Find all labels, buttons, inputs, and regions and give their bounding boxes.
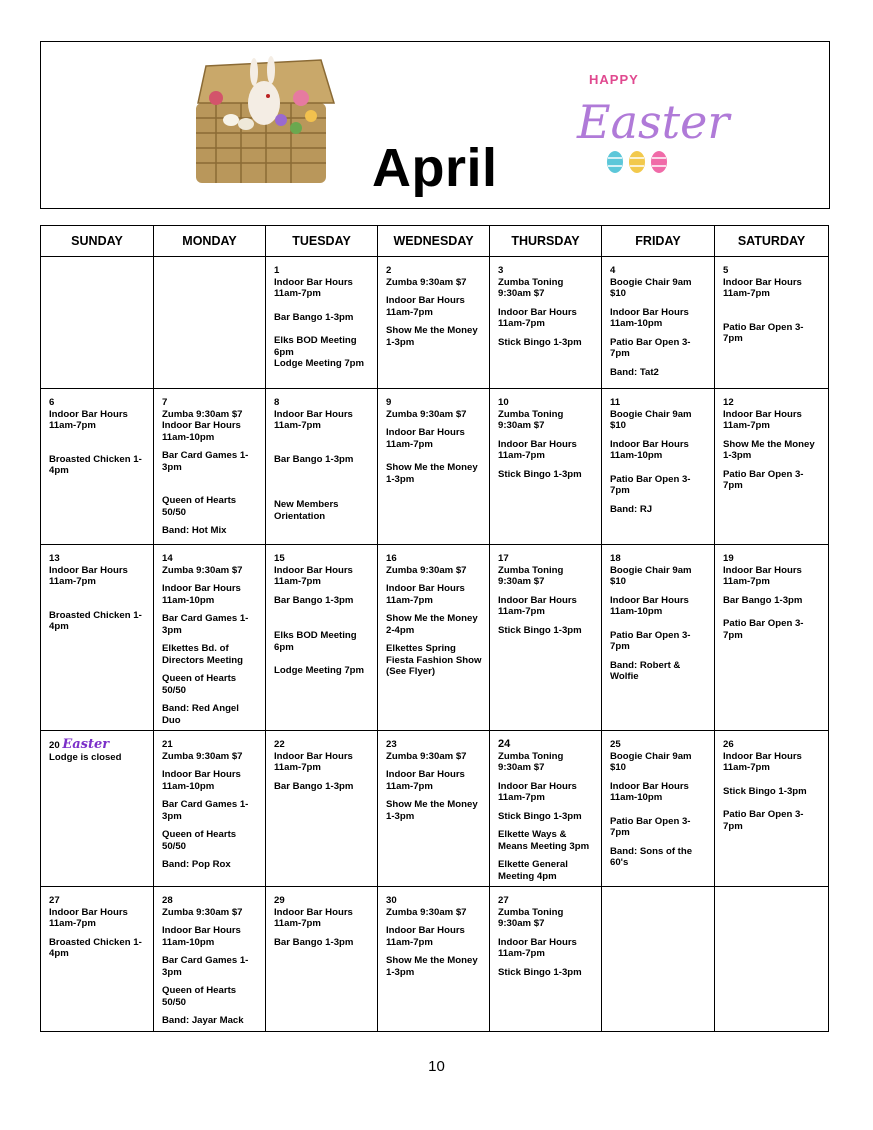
event: Bar Card Games 1-3pm <box>162 799 249 822</box>
event: Indoor Bar Hours 11am-7pm <box>274 564 353 587</box>
event: Indoor Bar Hours 11am-7pm <box>498 936 577 959</box>
event: Broasted Chicken 1-4pm <box>49 609 142 632</box>
day-number: 21 <box>162 739 173 750</box>
event: Boogie Chair 9am $10 <box>610 750 692 773</box>
day-cell <box>266 257 378 389</box>
event: Zumba 9:30am $7 <box>162 906 243 918</box>
day-number: 19 <box>723 553 734 564</box>
day-cell <box>715 731 829 887</box>
event: Zumba 9:30am $7 <box>386 564 467 576</box>
event: Indoor Bar Hours 11am-7pm <box>498 438 577 461</box>
event: Stick Bingo 1-3pm <box>498 624 582 636</box>
event: New Members Orientation <box>274 499 339 522</box>
day-number: 14 <box>162 553 173 564</box>
event: Zumba 9:30am $7 <box>386 408 467 420</box>
event: Indoor Bar Hours 11am-10pm <box>162 583 241 606</box>
event: Lodge Meeting 7pm <box>274 665 365 676</box>
weekday-thursday: THURSDAY <box>490 226 602 257</box>
day-number: 24 <box>498 738 511 750</box>
event: Zumba 9:30am $7 <box>162 564 243 576</box>
event: Zumba 9:30am $7 <box>162 750 243 762</box>
event: Lodge Meeting 7pm <box>274 358 365 369</box>
event: Indoor Bar Hours 11am-7pm <box>386 583 465 606</box>
day-cell <box>154 389 266 545</box>
event: Band: Red Angel Duo <box>162 703 239 726</box>
event: Indoor Bar Hours 11am-7pm <box>498 780 577 803</box>
easter-basket-bunny-image <box>186 58 336 188</box>
event: Band: Tat2 <box>610 366 659 378</box>
event: Zumba Toning 9:30am $7 <box>498 408 564 431</box>
event: Indoor Bar Hours 11am-10pm <box>610 780 689 803</box>
event: Indoor Bar Hours 11am-7pm <box>723 276 802 299</box>
event: Bar Bango 1-3pm <box>274 453 354 465</box>
day-number: 22 <box>274 739 285 750</box>
event: Zumba Toning 9:30am $7 <box>498 564 564 587</box>
event: Boogie Chair 9am $10 <box>610 564 692 587</box>
event: Elks BOD Meeting 6pm <box>274 630 357 653</box>
day-number: 30 <box>386 895 397 906</box>
day-cell <box>378 887 490 1032</box>
month-title: April <box>372 138 498 198</box>
day-cell <box>715 545 829 731</box>
week-row <box>41 731 829 887</box>
event: Patio Bar Open 3-7pm <box>610 336 691 359</box>
day-number: 16 <box>386 553 397 564</box>
event: Stick Bingo 1-3pm <box>498 810 582 822</box>
day-cell <box>154 731 266 887</box>
event: Show Me the Money 2-4pm <box>386 613 478 636</box>
event: Bar Bango 1-3pm <box>274 311 354 323</box>
event: Patio Bar Open 3-7pm <box>610 473 691 496</box>
event: Patio Bar Open 3-7pm <box>723 809 804 832</box>
event: Indoor Bar Hours 11am-7pm <box>386 427 465 450</box>
day-number: 28 <box>162 895 173 906</box>
event: Elkettes Bd. of Directors Meeting <box>162 643 244 666</box>
day-cell-easter <box>41 731 154 887</box>
event: Stick Bingo 1-3pm <box>723 785 807 797</box>
day-number: 8 <box>274 397 280 408</box>
day-number <box>49 739 147 752</box>
weekday-sunday: SUNDAY <box>41 226 154 257</box>
event: Lodge is closed <box>49 751 122 763</box>
weekday-wednesday: WEDNESDAY <box>378 226 490 257</box>
day-cell <box>41 389 154 545</box>
day-cell <box>490 731 602 887</box>
day-number: 10 <box>498 397 509 408</box>
event: Boogie Chair 9am $10 <box>610 408 692 431</box>
day-cell <box>266 731 378 887</box>
event: Queen of Hearts 50/50 <box>162 985 237 1008</box>
day-number: 15 <box>274 553 285 564</box>
weekday-saturday: SATURDAY <box>715 226 829 257</box>
day-number: 17 <box>498 553 509 564</box>
logo-easter-text: Easter <box>577 95 730 149</box>
day-number: 6 <box>49 397 55 408</box>
event: Indoor Bar Hours 11am-7pm <box>386 925 465 948</box>
event: Show Me the Money 1-3pm <box>386 799 478 822</box>
day-number: 27 <box>498 895 509 906</box>
day-cell <box>602 257 715 389</box>
weekday-friday: FRIDAY <box>602 226 715 257</box>
event: Zumba Toning 9:30am $7 <box>498 750 564 773</box>
weekday-monday: MONDAY <box>154 226 266 257</box>
event: Band: Sons of the 60's <box>610 845 693 868</box>
event: Zumba 9:30am $7 <box>386 750 467 762</box>
day-number: 25 <box>610 739 621 750</box>
day-cell <box>602 389 715 545</box>
day-cell-empty <box>715 887 829 1032</box>
day-cell <box>266 887 378 1032</box>
day-cell <box>154 887 266 1032</box>
day-cell <box>490 257 602 389</box>
event: Zumba Toning 9:30am $7 <box>498 276 564 299</box>
event: Band: RJ <box>610 503 653 515</box>
event: Indoor Bar Hours 11am-10pm <box>610 594 689 617</box>
week-row <box>41 887 829 1032</box>
event: Band: Robert & Wolfie <box>610 659 681 682</box>
day-number: 9 <box>386 397 392 408</box>
day-cell <box>378 257 490 389</box>
event: Zumba 9:30am $7 <box>386 276 467 288</box>
day-cell <box>154 545 266 731</box>
day-cell <box>378 389 490 545</box>
day-number: 2 <box>386 265 392 276</box>
day-cell-empty <box>154 257 266 389</box>
day-cell <box>266 545 378 731</box>
event: Show Me the Money 1-3pm <box>386 325 478 348</box>
day-cell <box>490 887 602 1032</box>
event: Band: Hot Mix <box>162 525 227 536</box>
event: Indoor Bar Hours 11am-7pm <box>498 306 577 329</box>
event: Stick Bingo 1-3pm <box>498 468 582 480</box>
event: Elks BOD Meeting 6pm <box>274 335 357 358</box>
event: Queen of Hearts 50/50 <box>162 829 237 852</box>
weekday-header-row <box>41 226 829 257</box>
event: Patio Bar Open 3-7pm <box>610 629 691 652</box>
day-cell-empty <box>41 257 154 389</box>
day-number: 1 <box>274 265 280 276</box>
event: Band: Pop Rox <box>162 859 231 870</box>
week-row <box>41 389 829 545</box>
event: Bar Bango 1-3pm <box>274 594 354 606</box>
event: Show Me the Money 1-3pm <box>723 438 815 461</box>
day-cell <box>490 389 602 545</box>
day-number: 11 <box>610 397 621 408</box>
event: Elkette General Meeting 4pm <box>498 859 568 882</box>
event: Indoor Bar Hours 11am-7pm <box>274 408 353 431</box>
day-number: 12 <box>723 397 734 408</box>
day-cell <box>41 545 154 731</box>
week-row <box>41 545 829 731</box>
event: Show Me the Money 1-3pm <box>386 955 478 978</box>
day-number: 18 <box>610 553 621 564</box>
event: Show Me the Money 1-3pm <box>386 462 478 485</box>
day-cell <box>490 545 602 731</box>
day-number-text: 20 <box>49 740 60 751</box>
event: Stick Bingo 1-3pm <box>498 966 582 978</box>
event: Indoor Bar Hours 11am-7pm <box>723 564 802 587</box>
day-number: 26 <box>723 739 734 750</box>
event: Indoor Bar Hours 11am-7pm <box>274 276 353 299</box>
event: Patio Bar Open 3-7pm <box>723 618 804 641</box>
day-cell <box>602 731 715 887</box>
day-cell <box>378 545 490 731</box>
event: Indoor Bar Hours 11am-10pm <box>162 420 241 443</box>
event: Bar Bango 1-3pm <box>274 936 354 948</box>
event: Zumba 9:30am $7 <box>386 906 467 918</box>
day-cell-empty <box>602 887 715 1032</box>
event: Bar Card Games 1-3pm <box>162 450 249 473</box>
event: Elkettes Spring Fiesta Fashion Show (See Flyer) <box>386 643 482 677</box>
page-number: 10 <box>428 1058 445 1075</box>
event: Boogie Chair 9am $10 <box>610 276 692 299</box>
event: Band: Jayar Mack <box>162 1015 244 1026</box>
event: Indoor Bar Hours 11am-7pm <box>49 906 128 929</box>
event: Broasted Chicken 1-4pm <box>49 453 142 476</box>
event: Patio Bar Open 3-7pm <box>723 321 804 344</box>
event: Queen of Hearts 50/50 <box>162 673 237 696</box>
event: Indoor Bar Hours 11am-7pm <box>498 594 577 617</box>
day-number: 3 <box>498 265 504 276</box>
event: Bar Card Games 1-3pm <box>162 955 249 978</box>
day-cell <box>715 389 829 545</box>
week-row <box>41 257 829 389</box>
day-number: 29 <box>274 895 285 906</box>
day-cell <box>266 389 378 545</box>
day-number: 4 <box>610 265 616 276</box>
event: Bar Bango 1-3pm <box>274 780 354 792</box>
event: Indoor Bar Hours 11am-10pm <box>162 769 241 792</box>
calendar-grid <box>40 225 829 1032</box>
day-cell <box>715 257 829 389</box>
event: Indoor Bar Hours 11am-7pm <box>274 750 353 773</box>
day-cell <box>602 545 715 731</box>
day-number: 7 <box>162 397 168 408</box>
event: Stick Bingo 1-3pm <box>498 336 582 348</box>
day-cell <box>378 731 490 887</box>
event: Patio Bar Open 3-7pm <box>610 815 691 838</box>
event: Indoor Bar Hours 11am-7pm <box>49 408 128 431</box>
event: Indoor Bar Hours 11am-7pm <box>386 295 465 318</box>
event: Broasted Chicken 1-4pm <box>49 936 142 959</box>
day-number: 23 <box>386 739 397 750</box>
event: Indoor Bar Hours 11am-7pm <box>723 750 802 773</box>
weekday-tuesday: TUESDAY <box>266 226 378 257</box>
event: Indoor Bar Hours 11am-7pm <box>49 564 128 587</box>
event: Indoor Bar Hours 11am-7pm <box>274 906 353 929</box>
day-number: 5 <box>723 265 729 276</box>
event: Patio Bar Open 3-7pm <box>723 468 804 491</box>
day-number: 27 <box>49 895 60 906</box>
event: Indoor Bar Hours 11am-10pm <box>162 925 241 948</box>
event: Zumba 9:30am $7 <box>162 408 243 420</box>
event: Zumba Toning 9:30am $7 <box>498 906 564 929</box>
event: Indoor Bar Hours 11am-10pm <box>610 306 689 329</box>
event: Indoor Bar Hours 11am-7pm <box>386 769 465 792</box>
event: Indoor Bar Hours 11am-7pm <box>723 408 802 431</box>
event: Bar Card Games 1-3pm <box>162 613 249 636</box>
easter-tag: Easter <box>62 737 110 752</box>
logo-happy-text: HAPPY <box>589 72 639 87</box>
event: Elkette Ways & Means Meeting 3pm <box>498 829 590 852</box>
happy-easter-logo <box>575 66 730 178</box>
day-number: 13 <box>49 553 60 564</box>
event: Queen of Hearts 50/50 <box>162 495 237 518</box>
event: Indoor Bar Hours 11am-10pm <box>610 438 689 461</box>
event: Bar Bango 1-3pm <box>723 594 803 606</box>
day-cell <box>41 887 154 1032</box>
